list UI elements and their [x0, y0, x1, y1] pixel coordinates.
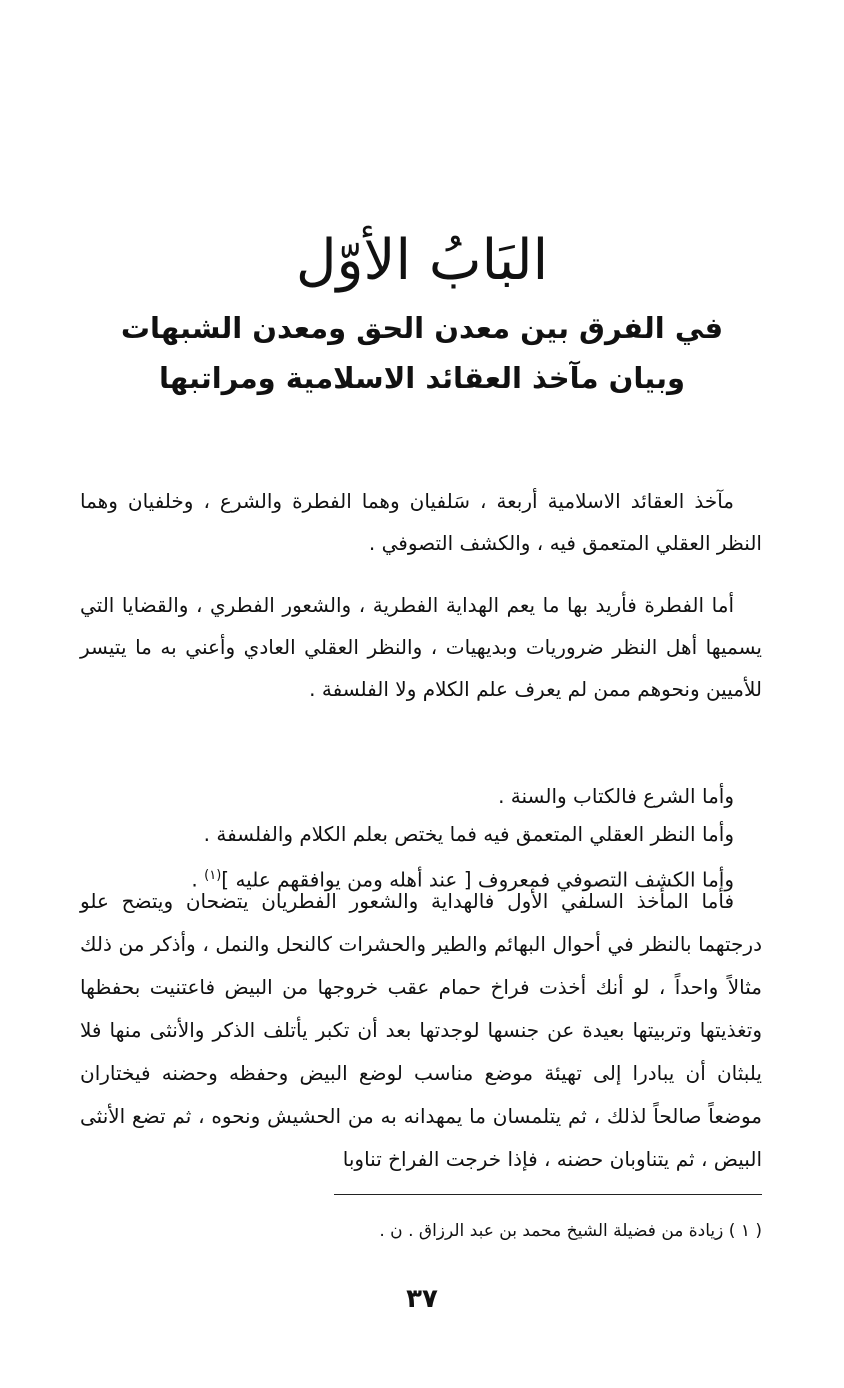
paragraph-sources-text: مآخذ العقائد الاسلامية أربعة ، سَلفيان وهما الفطرة والشرع ، وخلفيان وهما النظر العقلي المتعمق فيه ، والكشف التصوفي . [80, 489, 762, 555]
paragraph-salafi-source-text: فأما المأخذ السلفي الأول فالهداية والشعور الفطريان يتضحان ويتضح علو درجتهما بالنظر في أحوال البهائم والطير والحشرات كالنحل والنمل ، وأذكر من ذلك مثالاً واحداً ، لو أنك أخذت فراخ حمام عقب خروجها من البيض فاعتنيت بحفظها وتغذيتها وتربيتها بعيدة عن جنسها لوجدتها بعد أن تكبر يأتلف الذكر والأنثى منها فلا يلبثان أن يبادرا إلى تهيئة موضع مناسب لوضع البيض وحفظه وحضنه فيختاران موضعاً صالحاً لذلك ، ثم يتلمسان ما يمهدانه به من الحشيش ونحوه ، ثم تضع الأنثى البيض ، ثم يتناوبان حضنه ، فإذا خرجت الفراخ تناوبا [80, 889, 762, 1171]
paragraph-salafi-source [80, 880, 762, 1180]
line-nazar: وأما النظر العقلي المتعمق فيه فما يختص بعلم الكلام والفلسفة . [203, 822, 734, 846]
paragraph-fitra-text: أما الفطرة فأريد بها ما يعم الهداية الفطرية ، والشعور الفطري ، والقضايا التي يسميها أهل النظر ضروريات وبديهيات ، والنظر العقلي العادي وأعني به ما يتيسر للأميين ونحوهم ممن لم يعرف علم الكلام ولا الفلسفة . [80, 593, 762, 701]
line-kashf-text: وأما الكشف التصوفي فمعروف [ عند أهله ومن يوافقهم عليه ] [221, 867, 734, 892]
paragraph-sources [80, 480, 762, 568]
footnote: ( ١ ) زيادة من فضيلة الشيخ محمد بن عبد الرزاق . ن . [379, 1221, 762, 1241]
footnote-reference-mark: (١) [204, 868, 222, 883]
line-shar: وأما الشرع فالكتاب والسنة . [498, 784, 734, 808]
chapter-subtitle-line-2: وبيان مآخذ العقائد الاسلامية ومراتبها [158, 361, 686, 395]
paragraph-fitra [80, 584, 762, 714]
line-kashf-end: . [191, 867, 205, 892]
chapter-title: البَابُ الأوّل [295, 228, 549, 293]
footnote-divider [334, 1194, 762, 1195]
page-number: ٣٧ [406, 1284, 438, 1314]
chapter-subtitle-line-1: في الفرق بين معدن الحق ومعدن الشبهات [120, 311, 724, 345]
